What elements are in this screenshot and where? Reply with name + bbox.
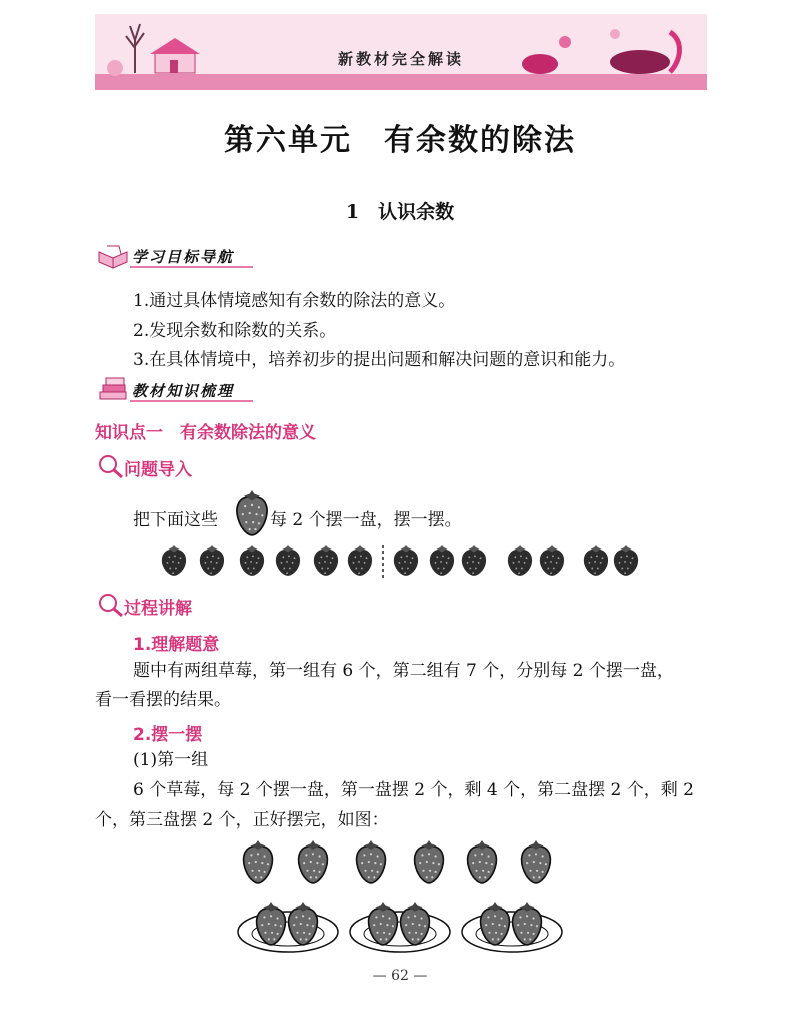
sub1-line: 个，第三盘摆 2 个，正好摆完，如图： <box>95 810 389 830</box>
step2-title: 2.摆一摆 <box>133 725 203 745</box>
intro-label: 问题导入 <box>124 460 192 480</box>
open-book-icon <box>97 244 131 270</box>
plate <box>462 902 562 952</box>
strawberry <box>430 545 454 576</box>
strawberry <box>357 840 386 883</box>
knowledge-point-title: 知识点一 有余数除法的意义 <box>95 423 316 443</box>
intro-text-before: 把下面这些 <box>133 510 218 530</box>
strawberry <box>508 545 532 576</box>
goals-underline <box>130 266 253 268</box>
knowledge-underline <box>130 400 253 402</box>
magnifier-icon <box>97 592 125 618</box>
banner-title: 新教材完全解读 <box>337 50 464 68</box>
house-tree-illustration <box>100 18 210 76</box>
plate <box>350 902 450 952</box>
strawberry <box>244 840 273 883</box>
step1-line: 看一看摆的结果。 <box>95 690 231 710</box>
six-strawberries <box>240 840 560 886</box>
goal-item: 1.通过具体情境感知有余数的除法的意义。 <box>133 291 456 311</box>
goals-label: 学习目标导航 <box>132 248 235 266</box>
three-plates <box>236 900 566 958</box>
books-stack-icon <box>97 376 131 402</box>
strawberry <box>394 545 418 576</box>
goal-item: 2.发现余数和除数的关系。 <box>133 321 337 341</box>
goal-item: 3.在具体情境中，培养初步的提出问题和解决问题的意识和能力。 <box>133 350 626 370</box>
strawberry <box>348 545 372 576</box>
strawberry <box>584 545 608 576</box>
step1-title: 1.理解题意 <box>133 635 220 655</box>
strawberry <box>522 840 551 883</box>
sub1-title: (1)第一组 <box>133 750 209 770</box>
strawberry <box>468 840 497 883</box>
strawberry <box>614 545 638 576</box>
step1-line: 题中有两组草莓，第一组有 6 个，第二组有 7 个，分别每 2 个摆一盘， <box>133 661 674 681</box>
strawberry <box>200 545 224 576</box>
knowledge-label: 教材知识梳理 <box>132 382 235 400</box>
process-label: 过程讲解 <box>124 599 192 619</box>
strawberry <box>240 545 264 576</box>
strawberry <box>462 545 486 576</box>
page-number: — 62 — <box>372 968 428 984</box>
strawberry <box>540 545 564 576</box>
strawberry-icon <box>234 490 270 536</box>
unit-title: 第六单元 有余数的除法 <box>224 123 576 158</box>
magnifier-icon <box>97 453 125 479</box>
strawberry <box>276 545 300 576</box>
strawberry <box>162 545 186 576</box>
section-title: 1 认识余数 <box>345 201 455 223</box>
plate <box>238 902 338 952</box>
intro-text-after: 每 2 个摆一盘，摆一摆。 <box>270 510 462 530</box>
sub1-line: 6 个草莓，每 2 个摆一盘，第一盘摆 2 个，剩 4 个，第二盘摆 2 个，剩 2 <box>133 780 694 800</box>
strawberry <box>299 840 328 883</box>
strawberry <box>415 840 444 883</box>
strawberry-row <box>160 545 650 581</box>
strawberry <box>314 545 338 576</box>
